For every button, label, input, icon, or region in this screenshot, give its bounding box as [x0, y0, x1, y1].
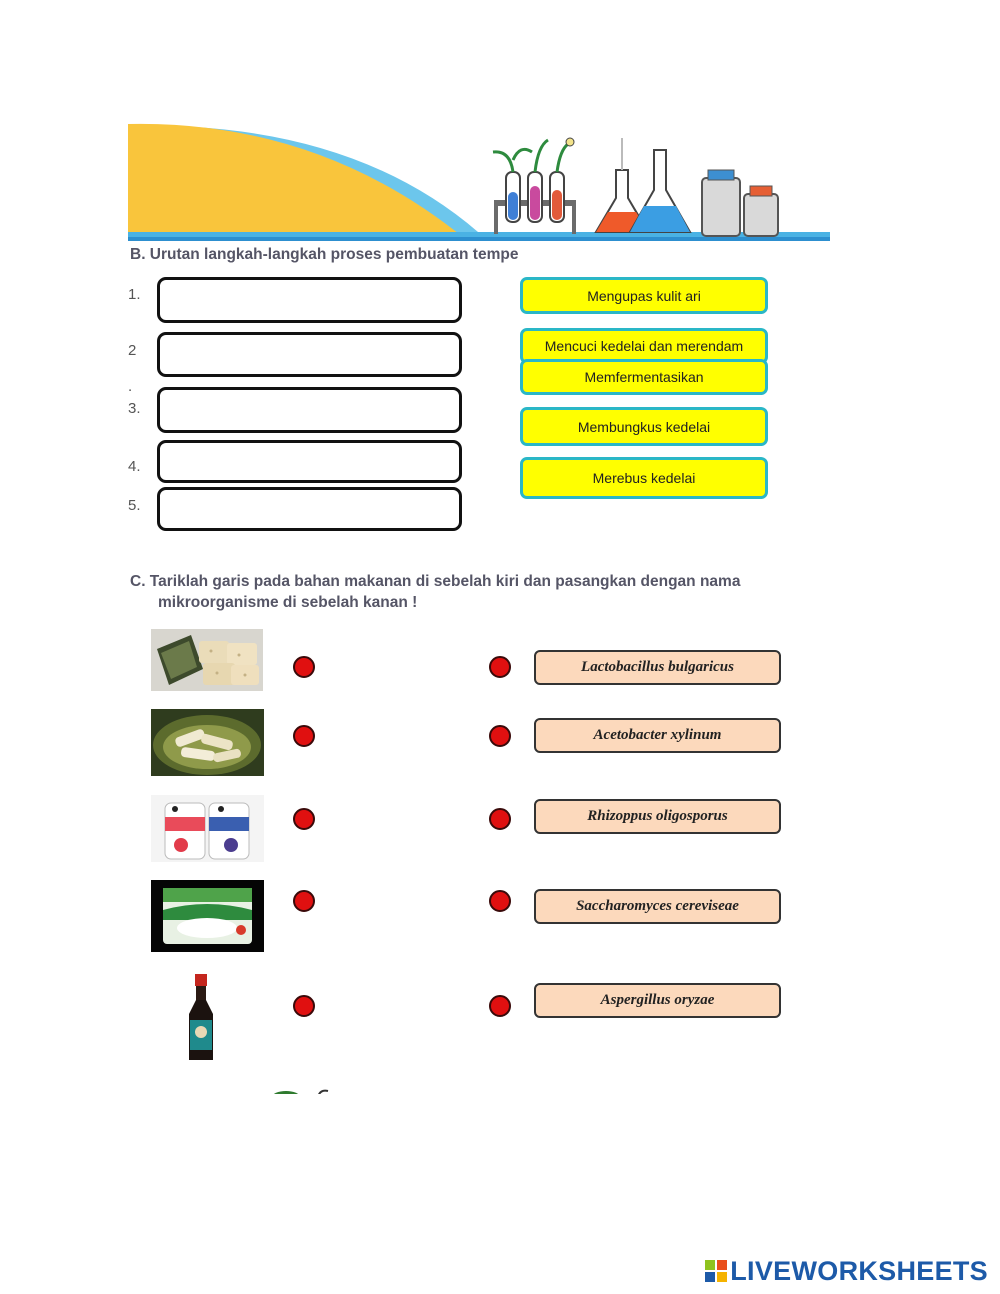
step-number-2: 2: [128, 342, 137, 359]
left-dot-1[interactable]: [293, 656, 315, 678]
micro-label-lactobacillus: Lactobacillus bulgaricus: [534, 650, 781, 685]
reagent-bottle-icon: [702, 170, 778, 236]
step-chip-membungkus[interactable]: Membungkus kedelai: [520, 407, 768, 446]
step-chip-memfermentasikan[interactable]: Memfermentasikan: [520, 359, 768, 395]
left-dot-3[interactable]: [293, 808, 315, 830]
micro-label-rhizopus: Rhizoppus oligosporus: [534, 799, 781, 834]
left-dot-5[interactable]: [293, 995, 315, 1017]
right-dot-4[interactable]: [489, 890, 511, 912]
left-dot-2[interactable]: [293, 725, 315, 747]
micro-label-acetobacter: Acetobacter xylinum: [534, 718, 781, 753]
answer-box-3[interactable]: [157, 387, 462, 433]
tape-image: [151, 709, 264, 776]
flask-icon: [596, 138, 690, 232]
section-b-title: B. Urutan langkah-langkah proses pembuatan tempe: [130, 246, 519, 263]
stray-dot: .: [128, 378, 133, 395]
micro-label-saccharomyces: Saccharomyces cereviseae: [534, 889, 781, 924]
step-number-1: 1.: [128, 286, 141, 303]
right-dot-3[interactable]: [489, 808, 511, 830]
liveworksheets-logo: [705, 1256, 988, 1287]
lab-equipment-banner: [128, 120, 830, 245]
step-number-5: 5.: [128, 497, 141, 514]
nata-de-coco-image: [151, 880, 264, 952]
step-chip-mengupas[interactable]: Mengupas kulit ari: [520, 277, 768, 314]
left-dot-4[interactable]: [293, 890, 315, 912]
tempe-image: [151, 629, 263, 691]
header-illustration: [128, 120, 830, 245]
liveworksheets-logo-text: LIVEWORKSHEETS: [730, 1256, 988, 1286]
right-dot-1[interactable]: [489, 656, 511, 678]
section-c-title-line1: C. Tariklah garis pada bahan makanan di sebelah kiri dan pasangkan dengan nama: [130, 573, 741, 590]
section-c-title-line2: mikroorganisme di sebelah kanan !: [158, 594, 418, 611]
liveworksheets-blocks-icon: [705, 1260, 727, 1284]
step-chip-mencuci[interactable]: Mencuci kedelai dan merendam: [520, 328, 768, 364]
right-dot-5[interactable]: [489, 995, 511, 1017]
cropped-decoration: [268, 1084, 334, 1094]
step-chip-merebus[interactable]: Merebus kedelai: [520, 457, 768, 499]
answer-box-2[interactable]: [157, 332, 462, 377]
step-number-3: 3.: [128, 400, 141, 417]
test-tube-rack-icon: [493, 138, 576, 234]
yogurt-image: [151, 795, 264, 862]
right-dot-2[interactable]: [489, 725, 511, 747]
answer-box-1[interactable]: [157, 277, 462, 323]
micro-label-aspergillus: Aspergillus oryzae: [534, 983, 781, 1018]
step-number-4: 4.: [128, 458, 141, 475]
answer-box-4[interactable]: [157, 440, 462, 483]
soy-sauce-image: [183, 972, 219, 1064]
answer-box-5[interactable]: [157, 487, 462, 531]
